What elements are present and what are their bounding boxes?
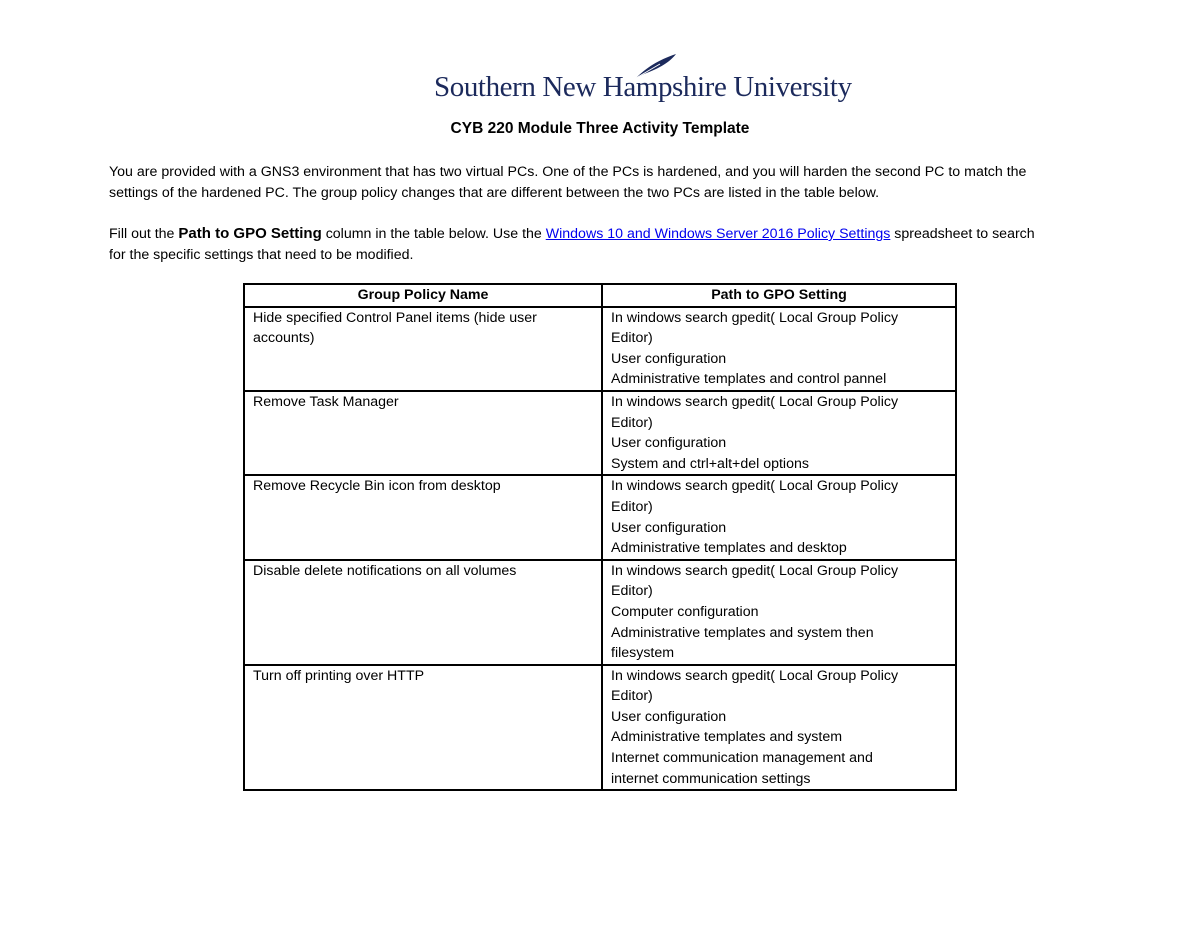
document-title: CYB 220 Module Three Activity Template (450, 120, 750, 137)
gpo-path-line: Editor) (611, 583, 653, 600)
group-policy-name-cell (244, 391, 602, 475)
table-header-row (244, 284, 956, 307)
header-path-to-gpo-setting: Path to GPO Setting (602, 284, 956, 307)
instructions-pre: Fill out the (109, 226, 179, 242)
gpo-path-line: Administrative templates and desktop (611, 540, 847, 557)
header-group-policy-name: Group Policy Name (244, 284, 602, 307)
policy-name-line: Turn off printing over HTTP (253, 667, 425, 684)
policy-name-line: Hide specified Control Panel items (hide user (253, 309, 537, 326)
table-row (244, 307, 956, 391)
gpo-path-line: Editor) (611, 330, 653, 347)
gpo-path-line: Editor) (611, 498, 653, 515)
gpo-path-cell (602, 560, 956, 665)
instructions-line-2: for the specific settings that need to be modified. (109, 246, 414, 263)
intro-paragraph (109, 162, 1099, 203)
group-policy-name-cell (244, 475, 602, 559)
intro-line-1: You are provided with a GNS3 environment that has two virtual PCs. One of the PCs is hardened, and you will harden the second PC to match the (109, 164, 1027, 180)
gpo-path-line: Editor) (611, 414, 653, 431)
group-policy-name-cell (244, 560, 602, 665)
group-policy-name-cell (244, 307, 602, 391)
instructions-post: spreadsheet to search (890, 226, 1035, 242)
table-row (244, 560, 956, 665)
intro-line-2: settings of the hardened PC. The group policy changes that are different between the two PCs are listed in the table below. (109, 184, 880, 201)
gpo-path-cell (602, 665, 956, 791)
gpo-path-line: Editor) (611, 688, 653, 705)
policy-name-line: Remove Task Manager (253, 393, 399, 410)
gpo-path-line: Administrative templates and control pannel (611, 371, 887, 388)
gpo-path-line: Internet communication management and (611, 750, 873, 767)
gpo-path-line: In windows search gpedit( Local Group Policy (611, 309, 899, 326)
instructions-line-1 (109, 224, 1099, 245)
gpo-path-line: internet communication settings (611, 770, 811, 787)
policy-name-line: Disable delete notifications on all volumes (253, 562, 517, 579)
gpo-path-line: In windows search gpedit( Local Group Policy (611, 562, 899, 579)
gpo-path-line: In windows search gpedit( Local Group Policy (611, 667, 899, 684)
gpo-path-line: In windows search gpedit( Local Group Policy (611, 478, 899, 495)
gpo-path-line: User configuration (611, 519, 727, 536)
gpo-path-line: Computer configuration (611, 603, 759, 620)
gpo-table-body (244, 307, 956, 791)
policy-name-line: accounts) (253, 330, 315, 347)
gpo-path-line: User configuration (611, 435, 727, 452)
table-row (244, 391, 956, 475)
group-policy-name-cell (244, 665, 602, 791)
gpo-path-line: filesystem (611, 645, 675, 662)
gpo-path-cell (602, 475, 956, 559)
instructions-bold-term: Path to GPO Setting (178, 225, 322, 242)
gpo-path-cell (602, 307, 956, 391)
gpo-path-line: User configuration (611, 708, 727, 725)
gpo-table (243, 283, 957, 791)
gpo-path-line: System and ctrl+alt+del options (611, 455, 809, 472)
table-row (244, 665, 956, 791)
gpo-path-line: In windows search gpedit( Local Group Policy (611, 393, 899, 410)
gpo-path-line: Administrative templates and system (611, 729, 843, 746)
logo-text: Southern New Hampshire University (434, 71, 852, 103)
university-logo (434, 52, 852, 108)
policy-name-line: Remove Recycle Bin icon from desktop (253, 478, 501, 495)
gpo-path-line: Administrative templates and system then (611, 624, 874, 641)
gpo-path-cell (602, 391, 956, 475)
gpo-path-line: User configuration (611, 350, 727, 367)
instructions-paragraph (109, 224, 1099, 265)
table-row (244, 475, 956, 559)
policy-settings-link[interactable]: Windows 10 and Windows Server 2016 Policy Settings (545, 226, 891, 242)
instructions-mid: column in the table below. Use the (321, 226, 546, 242)
